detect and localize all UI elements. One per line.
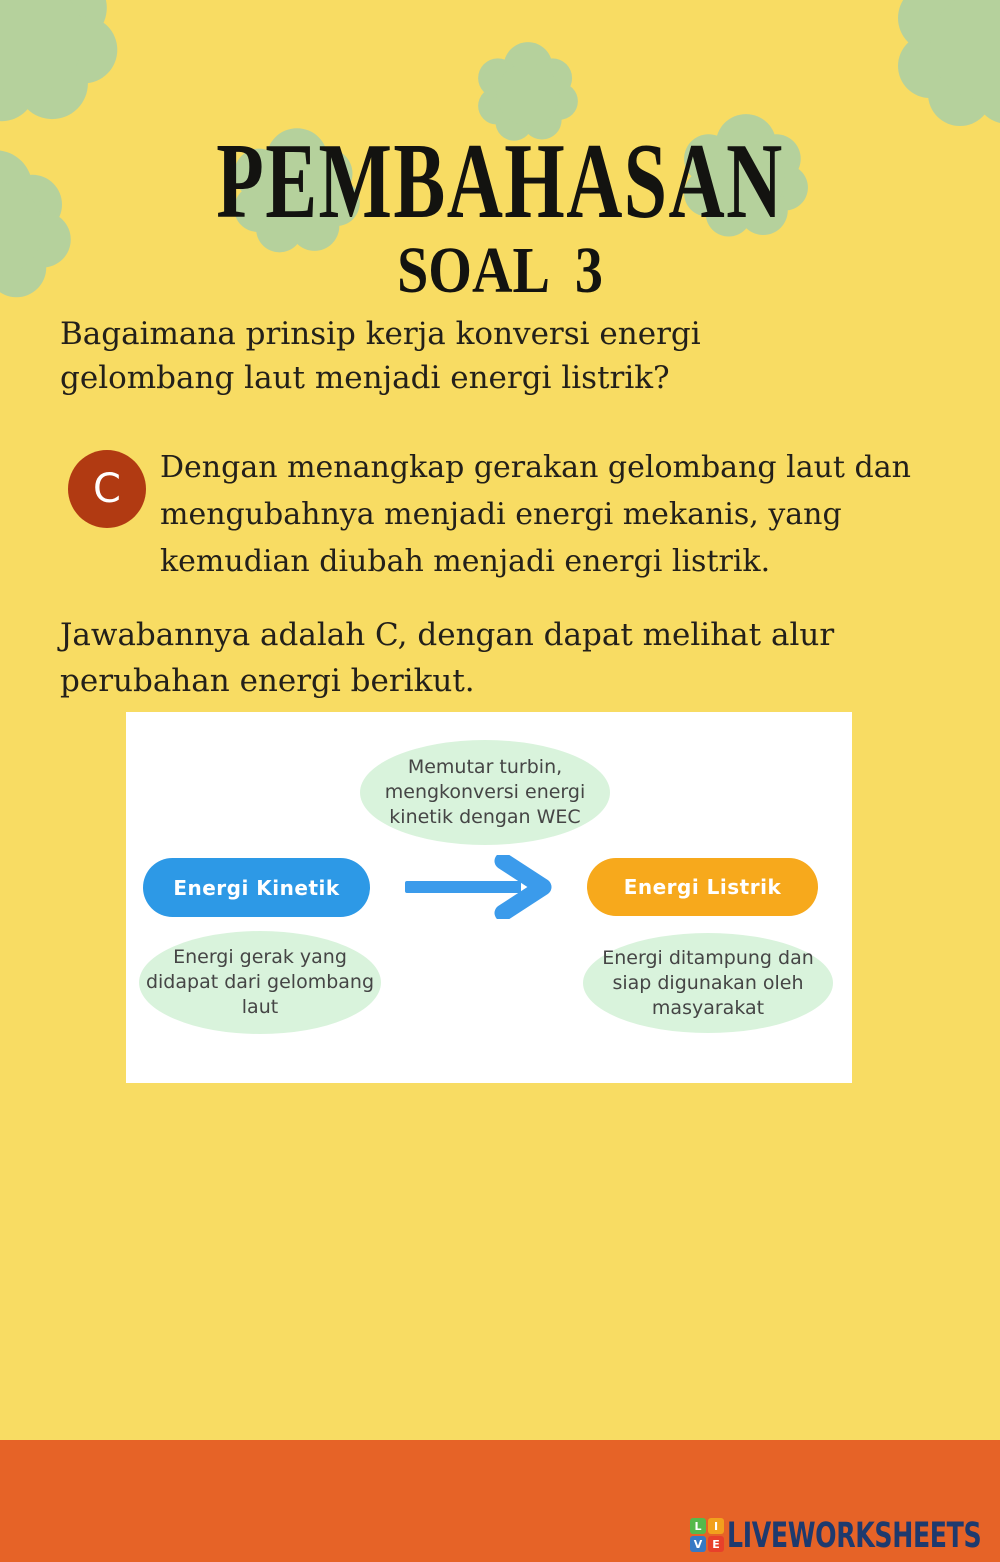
question-line: gelombang laut menjadi energi listrik? <box>60 360 670 396</box>
process-bubble-line: mengkonversi energi <box>384 781 586 803</box>
logo-square-l: L <box>690 1518 706 1534</box>
explanation-text <box>60 612 834 704</box>
liveworksheets-brand-link[interactable]: LIVEWORKSHEETS <box>727 1516 982 1556</box>
question-line: Bagaimana prinsip kerja konversi energi <box>60 316 701 352</box>
kinetic-description-bubble <box>139 931 381 1034</box>
cloud-icon <box>0 138 83 313</box>
question-text <box>60 312 701 400</box>
answer-option-line: kemudian diubah menjadi energi listrik. <box>160 544 771 579</box>
energi-kinetik-label: Energi Kinetik <box>173 875 340 900</box>
electric-bubble-line: siap digunakan oleh <box>612 971 804 994</box>
answer-option-line: mengubahnya menjadi energi mekanis, yang <box>160 497 842 532</box>
process-bubble-line: Memutar turbin, <box>407 756 563 778</box>
explanation-line: perubahan energi berikut. <box>60 663 475 699</box>
energi-kinetik-node <box>143 858 370 917</box>
cloud-icon <box>884 0 1000 142</box>
answer-option-c-badge <box>68 450 146 528</box>
answer-option-text <box>160 444 911 585</box>
kinetic-bubble-line: laut <box>241 996 279 1018</box>
energi-listrik-label: Energi Listrik <box>623 875 782 899</box>
logo-square-i: I <box>708 1518 724 1534</box>
electric-bubble-line: masyarakat <box>651 996 765 1019</box>
explanation-line: Jawabannya adalah C, dengan dapat melihat alur <box>60 617 835 653</box>
energi-listrik-node <box>587 858 818 916</box>
electric-description-bubble <box>583 933 833 1033</box>
energy-flow-diagram <box>126 712 852 1083</box>
right-arrow-icon <box>405 855 555 919</box>
process-bubble-line: kinetik dengan WEC <box>389 806 581 828</box>
page-subtitle: SOAL 3 <box>397 234 603 307</box>
footer-bar <box>0 1440 1000 1562</box>
logo-square-v: V <box>690 1536 706 1552</box>
kinetic-bubble-line: Energi gerak yang <box>173 946 347 968</box>
page-title: PEMBAHASAN <box>216 122 784 241</box>
answer-option-line: Dengan menangkap gerakan gelombang laut dan <box>160 450 911 485</box>
answer-option-letter: C <box>93 466 121 512</box>
process-bubble <box>360 740 610 845</box>
kinetic-bubble-line: didapat dari gelombang <box>145 971 375 993</box>
liveworksheets-logo-icon[interactable] <box>690 1518 724 1552</box>
cloud-icon <box>0 0 132 138</box>
electric-bubble-line: Energi ditampung dan <box>602 946 814 969</box>
logo-square-e: E <box>708 1536 724 1552</box>
